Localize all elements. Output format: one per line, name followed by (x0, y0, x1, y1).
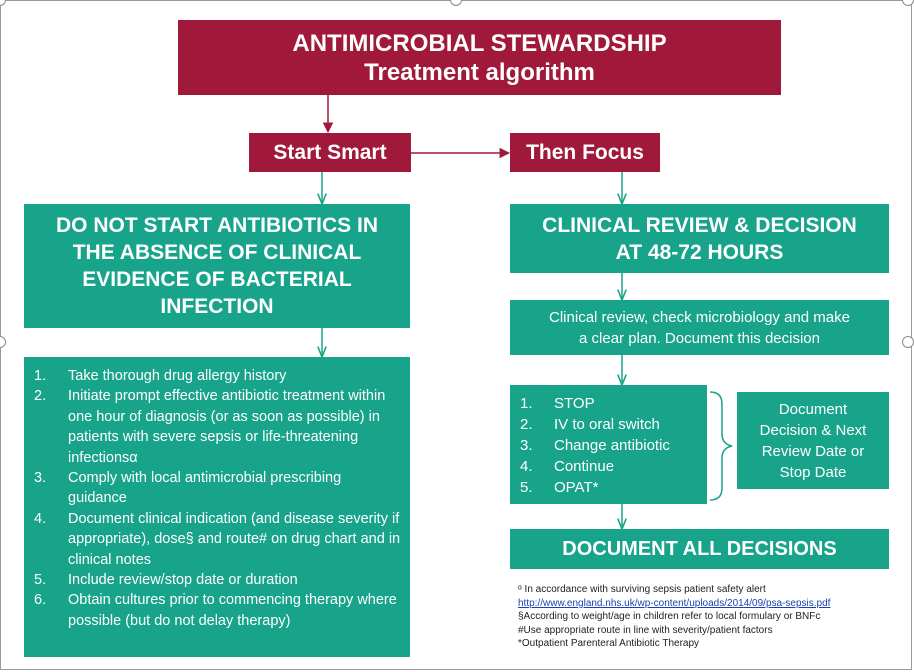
start-smart-box (249, 133, 411, 172)
step-number: 6. (34, 592, 47, 609)
list-item (34, 468, 402, 509)
step-text: Document clinical indication (and disease severity if appropriate), dose§ and route# on drug chart and in clinical notes (68, 510, 401, 568)
steps-list (34, 366, 402, 631)
list-item (34, 590, 402, 631)
document-line-2: Decision & Next (759, 421, 867, 439)
clinical-review-header (510, 204, 889, 273)
document-all-decisions-box (510, 529, 889, 569)
steps-box (24, 357, 410, 657)
step-text: Take thorough drug allergy history (68, 368, 287, 384)
title-line-1: ANTIMICROBIAL STEWARDSHIP (292, 29, 667, 57)
option-text: STOP (554, 395, 595, 412)
list-item (34, 570, 402, 590)
footnote-dose: §According to weight/age in children refer to local formulary or BNFc (518, 611, 821, 623)
review-box (510, 300, 889, 355)
do-not-start-text: DO NOT START ANTIBIOTICS IN THE ABSENCE OF CLINICAL EVIDENCE OF BACTERIAL INFECTION (56, 214, 378, 318)
list-item (34, 386, 402, 468)
step-number: 5. (34, 572, 47, 589)
document-decision-box (737, 392, 889, 489)
do-not-start-box (24, 204, 410, 328)
document-line-3: Review Date or (761, 442, 865, 460)
step-text: Include review/stop date or duration (68, 572, 298, 589)
list-item (520, 477, 707, 498)
footnote-opat: *Outpatient Parenteral Antibiotic Therapy (518, 638, 700, 650)
list-item (34, 509, 402, 570)
step-text: Obtain cultures prior to commencing therapy where possible (but do not delay therapy) (68, 592, 397, 629)
clinical-review-line-2: AT 48-72 HOURS (615, 240, 784, 264)
footnotes (518, 583, 898, 651)
list-item (520, 414, 707, 435)
option-text: OPAT* (554, 479, 599, 496)
options-list (520, 393, 707, 498)
title-box (178, 20, 781, 95)
step-number: 2. (34, 388, 47, 405)
list-item (520, 456, 707, 477)
then-focus-box (510, 133, 660, 172)
document-all-label: DOCUMENT ALL DECISIONS (562, 537, 837, 560)
step-number: 1. (34, 368, 47, 384)
footnote-alpha: ᵅ In accordance with surviving sepsis patient safety alert (518, 584, 766, 595)
option-text: Change antibiotic (554, 437, 670, 454)
option-text: IV to oral switch (554, 416, 660, 433)
review-line-1: Clinical review, check microbiology and make (549, 308, 850, 326)
option-number: 2. (520, 416, 533, 433)
option-number: 3. (520, 437, 533, 454)
option-number: 1. (520, 395, 533, 412)
option-number: 4. (520, 458, 533, 475)
document-line-1: Document (778, 400, 848, 418)
start-smart-label: Start Smart (273, 140, 387, 164)
footnote-link[interactable]: http://www.england.nhs.uk/wp-content/uploads/2014/09/psa-sepsis.pdf (518, 597, 831, 609)
options-bracket (710, 392, 732, 500)
list-item (34, 366, 402, 386)
document-line-4: Stop Date (779, 463, 847, 481)
list-item (520, 393, 707, 414)
step-text: Initiate prompt effective antibiotic treatment within one hour of diagnosis (or as soon as possible) in patients with severe sepsis or life-threatening infectionsα (68, 388, 386, 466)
options-box (510, 385, 707, 504)
step-text: Comply with local antimicrobial prescribing guidance (68, 470, 342, 507)
option-text: Continue (554, 458, 615, 475)
review-line-2: a clear plan. Document this decision (579, 329, 820, 347)
step-number: 4. (34, 510, 47, 527)
clinical-review-line-1: CLINICAL REVIEW & DECISION (542, 213, 857, 237)
option-number: 5. (520, 479, 533, 496)
step-number: 3. (34, 470, 47, 487)
then-focus-label: Then Focus (526, 140, 644, 164)
title-line-2: Treatment algorithm (364, 58, 595, 86)
list-item (520, 435, 707, 456)
footnote-route: #Use appropriate route in line with severity/patient factors (518, 624, 773, 636)
